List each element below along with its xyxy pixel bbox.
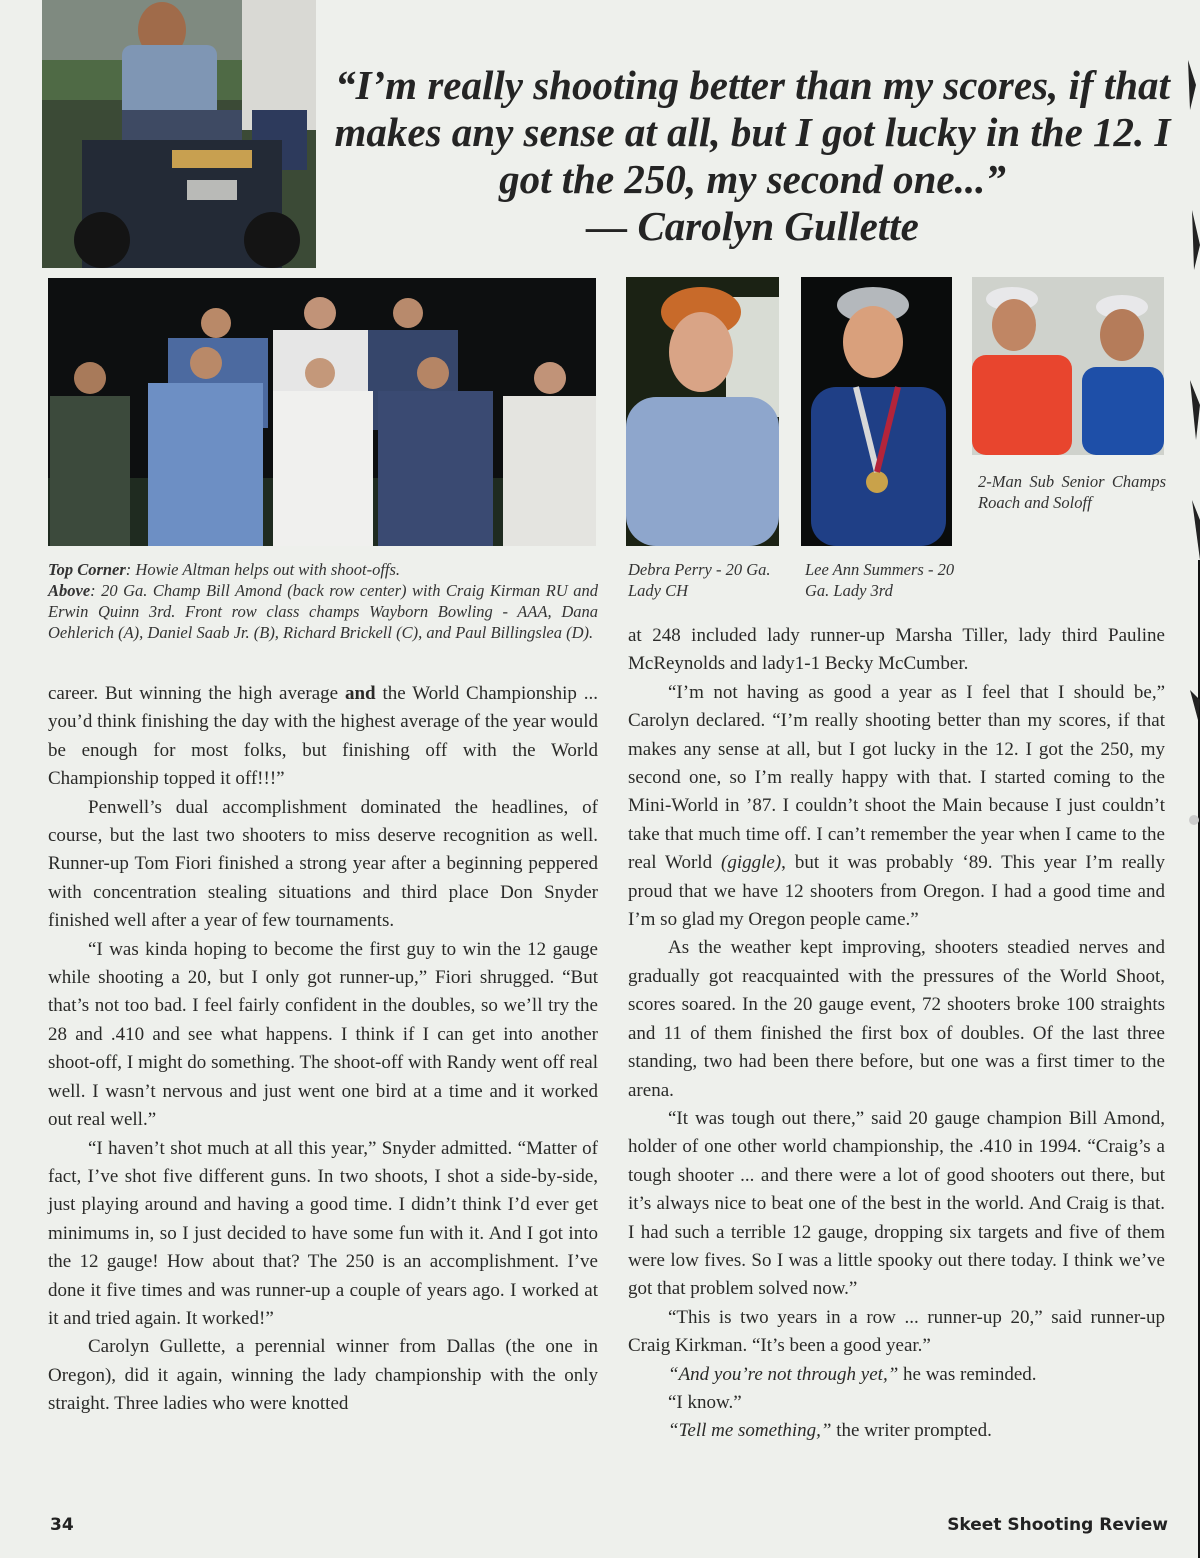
left-paragraph-4: “I haven’t shot much at all this year,” Snyder admitted. “Matter of fact, I’ve shot five different guns. In two shoots, I shot a side-by-side, just playing around and having a good time. I didn’t think I’d ever get minimums in, so I just decided to have some fun with it. And I got into the 12 gauge! How about that? The 250 is an accomplishment. I’ve done it five times and was runner-up a couple of years ago. I worked at it and tried again. It worked!” [48, 1137, 598, 1329]
right-paragraph-5: “This is two years in a row ... runner-up 20,” said runner-up Craig Kirkman. “It’s been a good year.” [628, 1306, 1165, 1357]
right-column [628, 622, 1165, 1446]
scan-edge-marks [1170, 0, 1200, 1558]
left-paragraph-3: “I was kinda hoping to become the first guy to win the 12 gauge while shooting a 20, but I only got runner-up,” Fiori shrugged. “But that’s not too bad. I feel fairly confident in the doubles, so we’ll try the 28 and .410 and see what happens. I think if I can get into another shoot-off, I might do something. The shoot-off with Randy went off real well. I wasn’t nervous and just went one bird at a time and it worked out real well.” [48, 938, 598, 1131]
left-paragraph-2: Penwell’s dual accomplishment dominated the headlines, of course, but the last two shooters to miss deserve recognition as well. Runner-up Tom Fiori finished a strong year after a beginning peppered with concentration stealing situations and third place Don Snyder finished well after a year of few tournaments. [48, 796, 598, 932]
right-p8-italic: “Tell me something,” [668, 1420, 832, 1442]
photo-howie-altman-image [42, 0, 316, 268]
right-paragraph-1: at 248 included lady runner-up Marsha Tiller, lady third Pauline McReynolds and lady1-1 Becky McCumber. [628, 625, 1165, 675]
left-p1-c: the World Championship ... you’d think finishing the day with the highest average of the year would be enough for most folks, but finishing off with the World Championship topped it off!!!” [48, 683, 598, 790]
right-paragraph-3: As the weather kept improving, shooters steadied nerves and gradually got reacquainted with the pressures of the World Shoot, scores soared. In the 20 gauge event, 72 shooters broke 100 straights and 11 of them finished the first box of doubles. Of the last three standing, two had been there before, but one was a first timer to the arena. [628, 937, 1165, 1101]
photo-lee-ann-summers-image [801, 277, 952, 546]
right-p2-italic: (giggle) [721, 852, 782, 874]
right-p6-italic: “And you’re not through yet,” [668, 1363, 899, 1385]
right-p2-a: “I’m not having as good a year as I feel that I should be,” Carolyn declared. “I’m really shooting better than my scores, if that makes any sense at all, but I got lucky in the 12. I got the 250, my second one, so I’m really happy with that. I started coming to the Mini-World in ’87. I couldn’t shoot the Main because I just couldn’t take that much time off. I can’t remember the year when I came to the real World [628, 681, 1165, 874]
left-p1-a: career. But winning the high average [48, 683, 345, 704]
pull-quote [330, 62, 1175, 250]
page-number: 34 [50, 1515, 74, 1535]
right-paragraph-6 [628, 1361, 1165, 1389]
caption-top-corner-text: : Howie Altman helps out with shoot-offs. [125, 560, 401, 579]
pull-quote-text: “I’m really shooting better than my scores, if that makes any sense at all, but I got lucky in the 12. I got the 250, my second one...” [334, 62, 1171, 202]
caption-above-text: : 20 Ga. Champ Bill Amond (back row center) with Craig Kirman RU and Erwin Quinn 3rd. Front row class champs Wayborn Bowling - AAA, Dana Oehlerich (A), Daniel Saab Jr. (B), Richard Brickell (C), and Paul Billingslea (D). [48, 581, 598, 642]
photo-group-champions-image [48, 278, 596, 546]
publication-name: Skeet Shooting Review [947, 1515, 1168, 1535]
caption-above-label: Above [48, 581, 91, 600]
left-column [48, 680, 598, 1419]
caption-top-corner-label: Top Corner [48, 560, 126, 579]
caption-main [48, 559, 598, 643]
photo-lee-ann-summers [801, 277, 952, 546]
right-paragraph-4: “It was tough out there,” said 20 gauge champion Bill Amond, holder of one other world championship, the .410 in 1994. “Craig’s a tough shooter ... and there were a lot of good shooters out there, but it’s always nice to beat one of the best in the world. And Craig is that. I had such a terrible 12 gauge, dropping six targets and five of them were low fives. So I was a little spooky out there today. I think we’ve got that problem solved now.” [628, 1107, 1165, 1300]
right-p2-c: , but it was probably ‘89. This year I’m really proud that we have 12 shooters from Oregon. I had a good time and I’m so glad my Oregon people came.” [628, 852, 1165, 931]
photo-debra-perry-image [626, 277, 779, 546]
photo-debra-perry [626, 277, 779, 546]
left-p1-bold: and [344, 683, 376, 704]
caption-debra-perry: Debra Perry - 20 Ga. Lady CH [628, 560, 771, 600]
pull-quote-attribution: — Carolyn Gullette [586, 203, 919, 249]
photo-group-champions [48, 278, 596, 546]
left-paragraph-1 [48, 680, 598, 794]
right-paragraph-2 [628, 679, 1165, 935]
right-paragraph-7: “I know.” [668, 1391, 742, 1413]
right-p6-text: he was reminded. [898, 1363, 1037, 1385]
caption-lee-ann-summers: Lee Ann Summers - 20 Ga. Lady 3rd [805, 560, 955, 600]
photo-howie-altman [42, 0, 316, 268]
right-p8-text: the writer prompted. [831, 1420, 992, 1442]
right-paragraph-8 [628, 1417, 1165, 1445]
left-paragraph-5: Carolyn Gullette, a perennial winner from Dallas (the one in Oregon), did it again, winning the lady championship with the only straight. Three ladies who were knotted [48, 1336, 598, 1415]
photo-roach-soloff [972, 277, 1164, 455]
caption-roach-soloff: 2-Man Sub Senior Champs Roach and Soloff [978, 472, 1166, 512]
photo-roach-soloff-image [972, 277, 1164, 455]
